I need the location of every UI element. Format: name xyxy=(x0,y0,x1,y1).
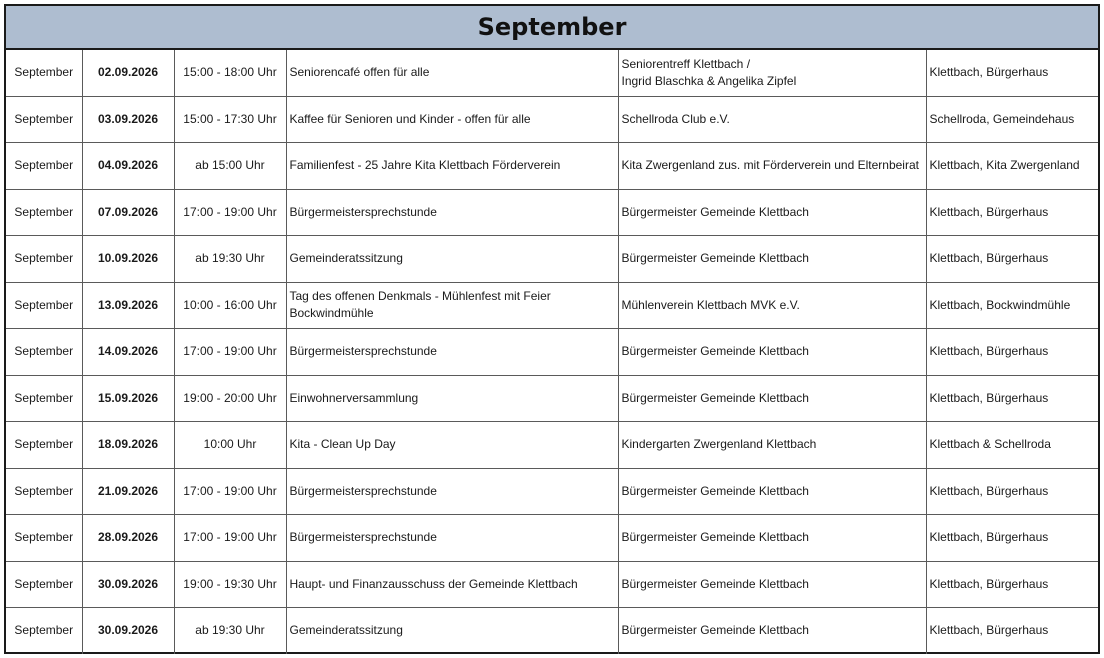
month-title: September xyxy=(6,6,1098,49)
organizer-cell: Bürgermeister Gemeinde Klettbach xyxy=(618,329,926,376)
time-cell: ab 19:30 Uhr xyxy=(174,236,286,283)
event-cell: Einwohnerversammlung xyxy=(286,375,618,422)
location-cell: Klettbach, Bürgerhaus xyxy=(926,189,1098,236)
time-cell: 17:00 - 19:00 Uhr xyxy=(174,468,286,515)
organizer-cell: Bürgermeister Gemeinde Klettbach xyxy=(618,236,926,283)
table-row xyxy=(6,608,1098,654)
month-cell: September xyxy=(6,329,82,376)
event-cell: Gemeinderatssitzung xyxy=(286,236,618,283)
event-cell: Familienfest - 25 Jahre Kita Klettbach Förderverein xyxy=(286,143,618,190)
location-cell: Klettbach, Bürgerhaus xyxy=(926,49,1098,96)
month-cell: September xyxy=(6,375,82,422)
date-cell: 30.09.2026 xyxy=(82,561,174,608)
organizer-cell: Kindergarten Zwergenland Klettbach xyxy=(618,422,926,469)
date-cell: 18.09.2026 xyxy=(82,422,174,469)
month-cell: September xyxy=(6,236,82,283)
location-cell: Klettbach, Bürgerhaus xyxy=(926,329,1098,376)
table-row xyxy=(6,515,1098,562)
table-row xyxy=(6,282,1098,329)
organizer-cell: Bürgermeister Gemeinde Klettbach xyxy=(618,608,926,654)
table-row xyxy=(6,375,1098,422)
location-cell: Klettbach, Bürgerhaus xyxy=(926,515,1098,562)
event-cell: Bürgermeistersprechstunde xyxy=(286,468,618,515)
date-cell: 14.09.2026 xyxy=(82,329,174,376)
date-cell: 15.09.2026 xyxy=(82,375,174,422)
month-cell: September xyxy=(6,143,82,190)
month-cell: September xyxy=(6,96,82,143)
month-cell: September xyxy=(6,608,82,654)
location-cell: Klettbach & Schellroda xyxy=(926,422,1098,469)
event-cell: Bürgermeistersprechstunde xyxy=(286,329,618,376)
event-cell: Seniorencafé offen für alle xyxy=(286,49,618,96)
time-cell: ab 15:00 Uhr xyxy=(174,143,286,190)
month-cell: September xyxy=(6,49,82,96)
organizer-cell: Kita Zwergenland zus. mit Förderverein und Elternbeirat xyxy=(618,143,926,190)
date-cell: 21.09.2026 xyxy=(82,468,174,515)
time-cell: ab 19:30 Uhr xyxy=(174,608,286,654)
event-cell: Haupt- und Finanzausschuss der Gemeinde Klettbach xyxy=(286,561,618,608)
events-table xyxy=(6,6,1098,654)
table-row xyxy=(6,236,1098,283)
month-cell: September xyxy=(6,282,82,329)
event-cell: Kaffee für Senioren und Kinder - offen für alle xyxy=(286,96,618,143)
table-row xyxy=(6,561,1098,608)
table-row xyxy=(6,468,1098,515)
location-cell: Klettbach, Bürgerhaus xyxy=(926,468,1098,515)
organizer-cell: Bürgermeister Gemeinde Klettbach xyxy=(618,375,926,422)
location-cell: Klettbach, Bürgerhaus xyxy=(926,561,1098,608)
event-calendar-table xyxy=(4,4,1100,654)
date-cell: 13.09.2026 xyxy=(82,282,174,329)
location-cell: Klettbach, Bürgerhaus xyxy=(926,375,1098,422)
location-cell: Klettbach, Bockwindmühle xyxy=(926,282,1098,329)
location-cell: Klettbach, Bürgerhaus xyxy=(926,608,1098,654)
time-cell: 19:00 - 19:30 Uhr xyxy=(174,561,286,608)
date-cell: 30.09.2026 xyxy=(82,608,174,654)
date-cell: 04.09.2026 xyxy=(82,143,174,190)
time-cell: 15:00 - 18:00 Uhr xyxy=(174,49,286,96)
organizer-cell: Seniorentreff Klettbach / Ingrid Blaschka & Angelika Zipfel xyxy=(618,49,926,96)
time-cell: 10:00 Uhr xyxy=(174,422,286,469)
events-table-body xyxy=(6,49,1098,654)
date-cell: 07.09.2026 xyxy=(82,189,174,236)
event-cell: Kita - Clean Up Day xyxy=(286,422,618,469)
event-cell: Gemeinderatssitzung xyxy=(286,608,618,654)
event-cell: Tag des offenen Denkmals - Mühlenfest mit Feier Bockwindmühle xyxy=(286,282,618,329)
event-cell: Bürgermeistersprechstunde xyxy=(286,189,618,236)
organizer-cell: Schellroda Club e.V. xyxy=(618,96,926,143)
table-row xyxy=(6,329,1098,376)
month-cell: September xyxy=(6,561,82,608)
time-cell: 17:00 - 19:00 Uhr xyxy=(174,515,286,562)
event-cell: Bürgermeistersprechstunde xyxy=(286,515,618,562)
location-cell: Klettbach, Kita Zwergenland xyxy=(926,143,1098,190)
organizer-cell: Mühlenverein Klettbach MVK e.V. xyxy=(618,282,926,329)
date-cell: 03.09.2026 xyxy=(82,96,174,143)
table-row xyxy=(6,96,1098,143)
time-cell: 17:00 - 19:00 Uhr xyxy=(174,329,286,376)
location-cell: Schellroda, Gemeindehaus xyxy=(926,96,1098,143)
time-cell: 10:00 - 16:00 Uhr xyxy=(174,282,286,329)
table-row xyxy=(6,143,1098,190)
organizer-cell: Bürgermeister Gemeinde Klettbach xyxy=(618,561,926,608)
date-cell: 10.09.2026 xyxy=(82,236,174,283)
time-cell: 17:00 - 19:00 Uhr xyxy=(174,189,286,236)
month-cell: September xyxy=(6,422,82,469)
location-cell: Klettbach, Bürgerhaus xyxy=(926,236,1098,283)
date-cell: 28.09.2026 xyxy=(82,515,174,562)
organizer-cell: Bürgermeister Gemeinde Klettbach xyxy=(618,468,926,515)
time-cell: 15:00 - 17:30 Uhr xyxy=(174,96,286,143)
month-cell: September xyxy=(6,468,82,515)
organizer-cell: Bürgermeister Gemeinde Klettbach xyxy=(618,189,926,236)
time-cell: 19:00 - 20:00 Uhr xyxy=(174,375,286,422)
organizer-cell: Bürgermeister Gemeinde Klettbach xyxy=(618,515,926,562)
date-cell: 02.09.2026 xyxy=(82,49,174,96)
table-row xyxy=(6,422,1098,469)
table-row xyxy=(6,49,1098,96)
month-cell: September xyxy=(6,515,82,562)
table-row xyxy=(6,189,1098,236)
month-cell: September xyxy=(6,189,82,236)
